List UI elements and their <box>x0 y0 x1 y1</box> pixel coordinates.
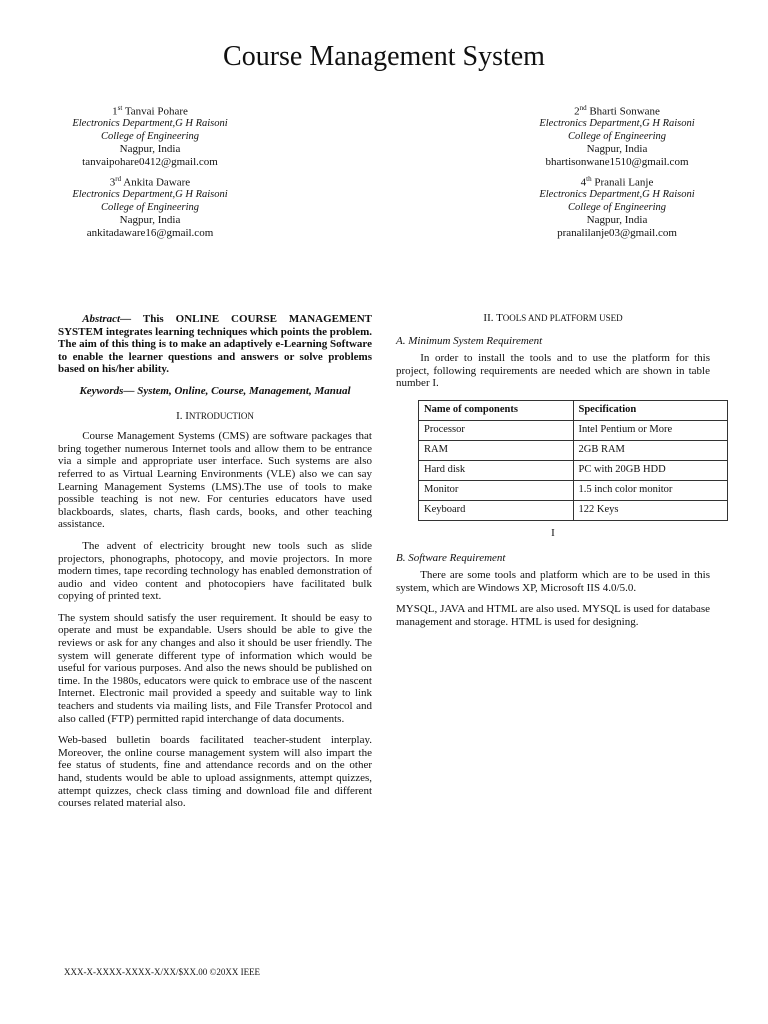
paragraph: In order to install the tools and to use the platform for this project, following requirements are needed which are shown in table number I. <box>396 352 710 390</box>
right-column <box>396 300 710 638</box>
author-block-1 <box>20 102 280 168</box>
author-city: Nagpur, India <box>586 214 648 227</box>
table-header-cell: Specification <box>573 400 728 420</box>
author-email: pranalilanje03@gmail.com <box>557 226 677 239</box>
subsection-heading-a: A. Minimum System Requirement <box>396 334 543 347</box>
author-name: Ankita Daware <box>123 176 191 189</box>
paragraph: The advent of electricity brought new tools such as slide projectors, phonographs, photocopy, and movie projectors. In more modern times, tape recording technology has enabled demonstration of audio and video content and photocopiers have facilitated bulk copying of printed text. <box>58 539 372 603</box>
keywords: Keywords— System, Online, Course, Management, Manual <box>79 384 351 397</box>
author-college: College of Engineering <box>568 201 666 213</box>
author-ordinal-suffix: rd <box>115 175 122 183</box>
paragraph: MYSQL, JAVA and HTML are also used. MYSQL is used for database management and storage. HTML is used for designing. <box>396 603 710 628</box>
table-row <box>419 460 728 480</box>
table-row <box>419 420 728 440</box>
abstract <box>58 313 372 376</box>
table-row <box>419 480 728 500</box>
table-cell: Keyboard <box>419 500 574 520</box>
table-row <box>419 500 728 520</box>
author-ordinal-suffix: th <box>586 175 592 183</box>
table-cell: RAM <box>419 440 574 460</box>
author-block-3 <box>20 173 280 239</box>
table-caption: I <box>551 526 555 539</box>
author-affiliation: Electronics Department,G H Raisoni <box>539 189 695 201</box>
paragraph: Web-based bulletin boards facilitated teacher-student interplay. Moreover, the online course management system will also impart the fee status of students, fine and attendance records and on the other hand, students would be able to upload assignments, attempt quizzes, attempt quizzes, check class timing and download file and different courses related material also. <box>58 734 372 810</box>
table-cell: 122 Keys <box>573 500 728 520</box>
author-college: College of Engineering <box>101 201 199 213</box>
copyright-footer: XXX-X-XXXX-XXXX-X/XX/$XX.00 ©20XX IEEE <box>64 967 261 977</box>
abstract-label: Abstract— <box>82 313 132 325</box>
author-ordinal-suffix: st <box>117 104 123 112</box>
author-ordinal: 4 <box>580 176 587 189</box>
author-block-4 <box>487 173 747 239</box>
author-name: Bharti Sonwane <box>589 105 660 118</box>
author-affiliation: Electronics Department,G H Raisoni <box>72 118 228 130</box>
section-heading-tools: II. TOOLS AND PLATFORM USED <box>483 312 623 324</box>
author-email: tanvaipohare0412@gmail.com <box>82 155 218 168</box>
author-email: bhartisonwane1510@gmail.com <box>545 155 689 168</box>
author-college: College of Engineering <box>101 130 199 142</box>
table-cell: Monitor <box>419 480 574 500</box>
author-name: Pranali Lanje <box>594 176 654 189</box>
author-block-2 <box>487 102 747 168</box>
author-ordinal: 3 <box>109 176 116 189</box>
table-cell: Processor <box>419 420 574 440</box>
table-cell: PC with 20GB HDD <box>573 460 728 480</box>
table-header-cell: Name of components <box>419 400 574 420</box>
author-city: Nagpur, India <box>586 143 648 156</box>
subsection-heading-b: B. Software Requirement <box>396 551 506 564</box>
author-college: College of Engineering <box>568 130 666 142</box>
author-ordinal: 1 <box>112 105 118 118</box>
paragraph: Course Management Systems (CMS) are software packages that bring together numerous Internet tools and allow them to be entrance via a simple and appropriate user interface. Such systems are also referred to as Virtual Learning Environments (VLE) also we can say Learning Management Systems (LMS).The use of tools to make possible teaching is not new. For centuries educators have used blackboards, slates, charts, flash cards, books, and other teaching assistance. <box>58 430 372 531</box>
table-cell: Intel Pentium or More <box>573 420 728 440</box>
author-city: Nagpur, India <box>119 214 181 227</box>
abstract-text: This ONLINE COURSE MANAGEMENT SYSTEM integrates learning techniques which points the problem. The aim of this thing is to make an adaptively e-Learning Software to enable the learner questions and answers or solve problems based on his/her ability. <box>58 313 372 376</box>
paragraph: There are some tools and platform which are to be used in this system, which are Windows XP, Microsoft IIS 4.0/5.0. <box>396 569 710 594</box>
table-row <box>419 440 728 460</box>
author-affiliation: Electronics Department,G H Raisoni <box>539 118 695 130</box>
author-ordinal: 2 <box>574 105 580 118</box>
table-cell: 2GB RAM <box>573 440 728 460</box>
author-name: Tanvai Pohare <box>124 105 188 118</box>
paper-title: Course Management System <box>223 41 545 72</box>
author-ordinal-suffix: nd <box>579 104 587 112</box>
table-cell: 1.5 inch color monitor <box>573 480 728 500</box>
table-cell: Hard disk <box>419 460 574 480</box>
requirements-table <box>418 400 728 521</box>
author-affiliation: Electronics Department,G H Raisoni <box>72 189 228 201</box>
left-column <box>58 313 372 819</box>
section-heading-introduction: I. INTRODUCTION <box>176 409 254 422</box>
paragraph: The system should satisfy the user requirement. It should be easy to operate and must be expandable. Users should be able to give the reviews or ask for any changes and also it should be user friendly. The system will generate different type of information which would be useful for various purposes. And also the news should be published on time. In the 1980s, educators were quick to embrace use of the nascent Internet. Electronic mail provided a speedy and suitable way to link teachers and students via mailing lists, and File Transfer Protocol and also called (FTP) permitted rapid interchange of data documents. <box>58 611 372 725</box>
table-header-row <box>419 400 728 420</box>
author-email: ankitadaware16@gmail.com <box>86 226 214 239</box>
author-city: Nagpur, India <box>119 143 181 156</box>
